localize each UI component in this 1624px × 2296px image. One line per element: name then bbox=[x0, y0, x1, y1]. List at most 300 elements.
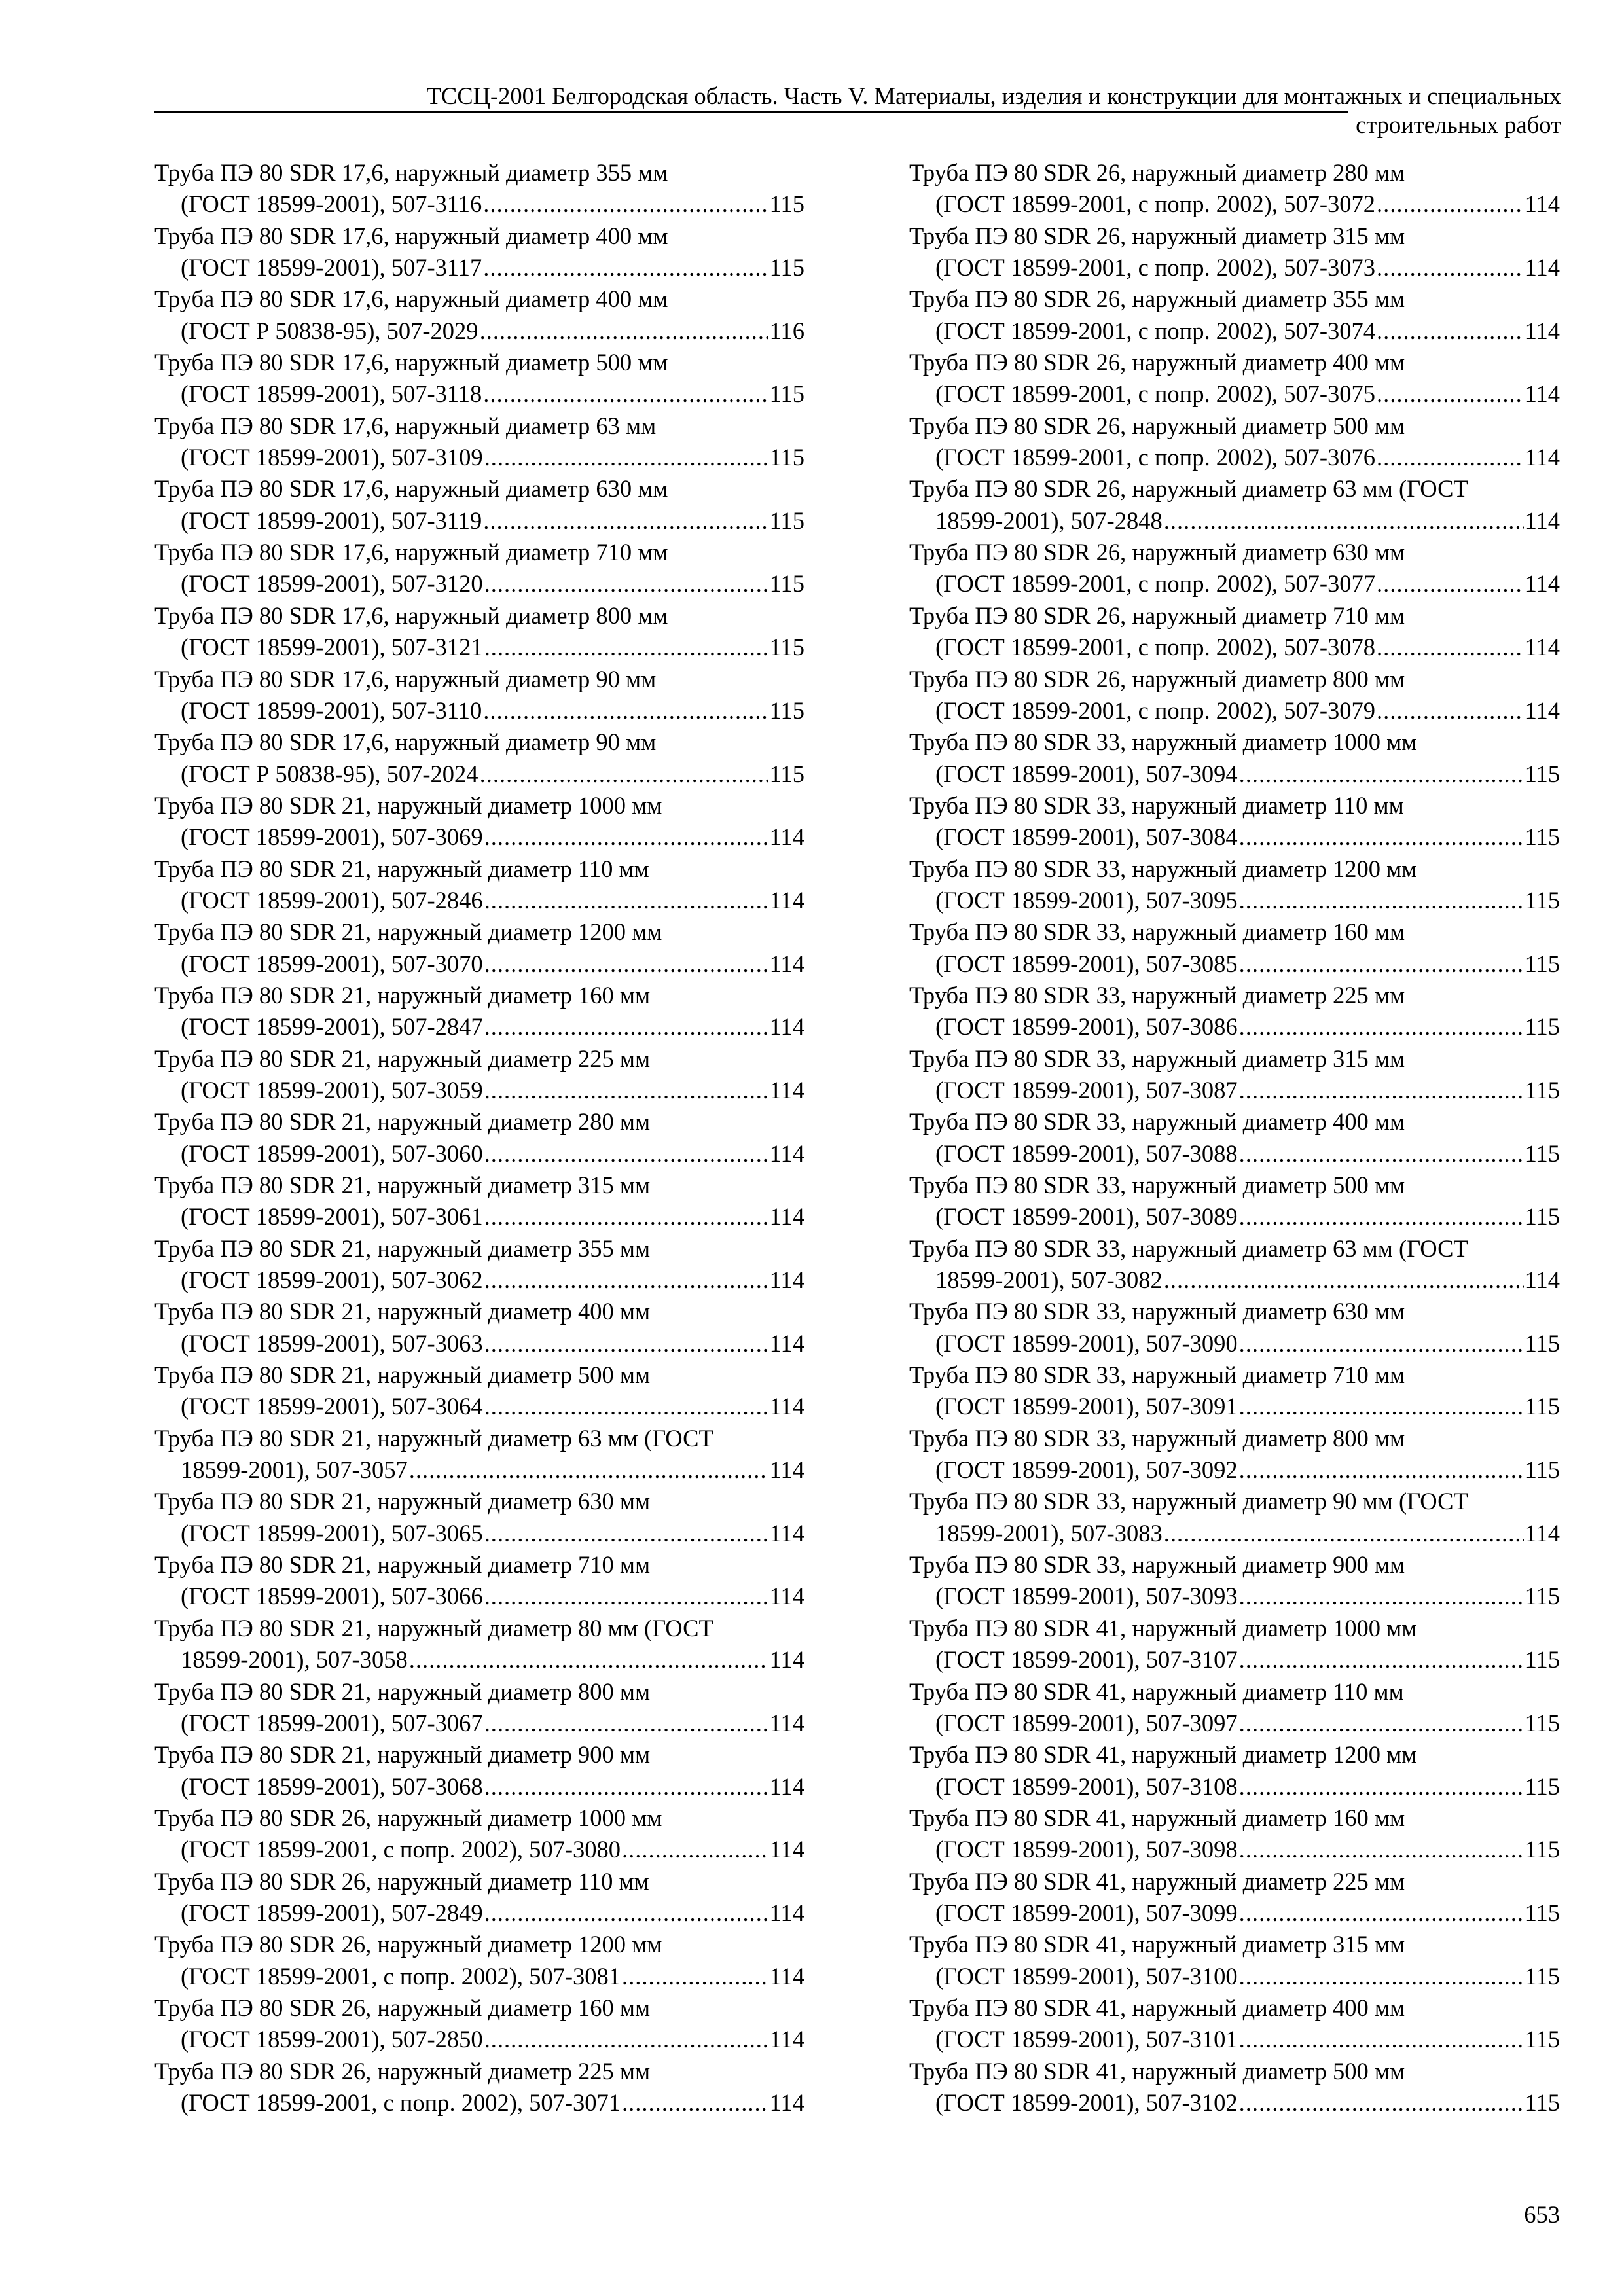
entry-title: Труба ПЭ 80 SDR 26, наружный диаметр 630 мм bbox=[909, 539, 1405, 566]
index-entry bbox=[909, 537, 1560, 600]
entry-reference-line bbox=[154, 821, 804, 853]
dot-leader bbox=[1239, 1644, 1524, 1676]
entry-title: Труба ПЭ 80 SDR 33, наружный диаметр 315 мм bbox=[909, 1045, 1405, 1072]
entry-page-number: 115 bbox=[1525, 1139, 1560, 1167]
entry-page-number: 115 bbox=[1525, 1076, 1560, 1103]
entry-reference: (ГОСТ 18599-2001), 507-3108 bbox=[935, 1772, 1238, 1800]
entry-reference: (ГОСТ 18599-2001), 507-3084 bbox=[935, 823, 1238, 851]
index-entry bbox=[909, 1676, 1560, 1740]
index-entry bbox=[909, 1170, 1560, 1233]
entry-page-number: 115 bbox=[1525, 886, 1560, 914]
entry-reference: (ГОСТ 18599-2001), 507-3070 bbox=[181, 950, 483, 977]
dot-leader bbox=[622, 1834, 768, 1865]
dot-leader bbox=[409, 1644, 768, 1676]
entry-page-number: 114 bbox=[1525, 190, 1560, 218]
index-entry bbox=[154, 1613, 804, 1676]
dot-leader bbox=[1239, 1328, 1524, 1359]
dot-leader bbox=[1239, 1834, 1524, 1865]
entry-reference-line bbox=[909, 315, 1560, 347]
entry-page-number: 115 bbox=[1525, 1329, 1560, 1357]
entry-reference: (ГОСТ 18599-2001, с попр. 2002), 507-3081 bbox=[181, 1962, 621, 1990]
dot-leader bbox=[1239, 1011, 1524, 1043]
entry-page-number: 114 bbox=[1525, 317, 1560, 344]
entry-title: Труба ПЭ 80 SDR 21, наружный диаметр 80 мм (ГОСТ bbox=[154, 1614, 713, 1641]
dot-leader bbox=[484, 948, 768, 980]
entry-page-number: 114 bbox=[769, 1266, 804, 1294]
index-entry bbox=[909, 1423, 1560, 1486]
entry-page-number: 115 bbox=[1525, 1013, 1560, 1041]
dot-leader bbox=[409, 1454, 768, 1486]
entry-reference: (ГОСТ 18599-2001), 507-3100 bbox=[935, 1962, 1238, 1990]
dot-leader bbox=[1239, 948, 1524, 980]
dot-leader bbox=[622, 1961, 768, 1992]
entry-title: Труба ПЭ 80 SDR 33, наружный диаметр 63 мм (ГОСТ bbox=[909, 1234, 1468, 1262]
entry-page-number: 114 bbox=[769, 1772, 804, 1800]
index-entry bbox=[909, 221, 1560, 284]
entry-title: Труба ПЭ 80 SDR 41, наружный диаметр 160 мм bbox=[909, 1804, 1405, 1831]
entry-reference: (ГОСТ 18599-2001, с попр. 2002), 507-3076 bbox=[935, 444, 1376, 471]
entry-reference-line bbox=[154, 1708, 804, 1739]
entry-title: Труба ПЭ 80 SDR 17,6, наружный диаметр 400 мм bbox=[154, 222, 668, 249]
entry-title: Труба ПЭ 80 SDR 17,6, наружный диаметр 630 мм bbox=[154, 475, 668, 503]
entry-reference-line bbox=[909, 1644, 1560, 1676]
dot-leader bbox=[1239, 2024, 1524, 2055]
index-entry bbox=[154, 157, 804, 221]
entry-title: Труба ПЭ 80 SDR 33, наружный диаметр 500 мм bbox=[909, 1172, 1405, 1198]
entry-reference: (ГОСТ Р 50838-95), 507-2029 bbox=[181, 317, 478, 344]
entry-reference: (ГОСТ 18599-2001), 507-3066 bbox=[181, 1583, 483, 1610]
dot-leader bbox=[1239, 2087, 1524, 2119]
entry-reference: (ГОСТ 18599-2001), 507-3059 bbox=[181, 1076, 483, 1103]
entry-reference: (ГОСТ 18599-2001, с попр. 2002), 507-3075 bbox=[935, 380, 1376, 408]
dot-leader bbox=[484, 1771, 768, 1803]
entry-page-number: 114 bbox=[769, 1962, 804, 1990]
index-entry bbox=[154, 1359, 804, 1423]
entry-reference-line bbox=[154, 1454, 804, 1486]
entry-reference-line bbox=[154, 1138, 804, 1170]
dot-leader bbox=[1377, 632, 1524, 663]
index-entry bbox=[154, 2056, 804, 2119]
entry-reference-line bbox=[909, 821, 1560, 853]
entry-title: Труба ПЭ 80 SDR 33, наружный диаметр 630 мм bbox=[909, 1298, 1405, 1325]
index-entry bbox=[154, 1739, 804, 1803]
entry-title: Труба ПЭ 80 SDR 26, наружный диаметр 1200 мм bbox=[154, 1931, 662, 1958]
dot-leader bbox=[484, 1581, 768, 1612]
entry-reference: (ГОСТ 18599-2001), 507-3098 bbox=[935, 1836, 1238, 1863]
entry-reference-line bbox=[909, 568, 1560, 600]
entry-reference-line bbox=[154, 1771, 804, 1803]
entry-title: Труба ПЭ 80 SDR 33, наружный диаметр 160 мм bbox=[909, 918, 1405, 946]
entry-title: Труба ПЭ 80 SDR 21, наружный диаметр 800 мм bbox=[154, 1677, 651, 1705]
dot-leader bbox=[1239, 1075, 1524, 1106]
dot-leader bbox=[480, 315, 768, 347]
entry-title: Труба ПЭ 80 SDR 33, наружный диаметр 900 мм bbox=[909, 1551, 1405, 1579]
entry-page-number: 115 bbox=[769, 760, 804, 787]
entry-reference: 18599-2001), 507-3083 bbox=[935, 1519, 1163, 1547]
entry-reference-line bbox=[909, 1201, 1560, 1232]
entry-title: Труба ПЭ 80 SDR 33, наружный диаметр 400 мм bbox=[909, 1108, 1405, 1136]
entry-title: Труба ПЭ 80 SDR 26, наружный диаметр 110 мм bbox=[154, 1867, 649, 1895]
entry-reference-line bbox=[154, 315, 804, 347]
entry-title: Труба ПЭ 80 SDR 26, наружный диаметр 225 мм bbox=[154, 2057, 651, 2085]
entry-page-number: 114 bbox=[769, 1203, 804, 1230]
entry-page-number: 114 bbox=[769, 1836, 804, 1863]
entry-page-number: 114 bbox=[769, 1393, 804, 1420]
dot-leader bbox=[484, 821, 768, 853]
index-entry bbox=[909, 347, 1560, 410]
entry-page-number: 114 bbox=[769, 1899, 804, 1926]
index-entry bbox=[154, 853, 804, 917]
entry-reference-line bbox=[154, 1961, 804, 1992]
index-entry bbox=[154, 221, 804, 284]
entry-page-number: 114 bbox=[769, 1076, 804, 1103]
index-entry bbox=[909, 157, 1560, 221]
dot-leader bbox=[1239, 1771, 1524, 1803]
entry-reference: (ГОСТ 18599-2001), 507-3116 bbox=[181, 190, 482, 218]
entry-reference-line bbox=[909, 632, 1560, 663]
entry-page-number: 114 bbox=[769, 1329, 804, 1357]
dot-leader bbox=[1164, 1518, 1524, 1549]
entry-reference-line bbox=[909, 1708, 1560, 1739]
entry-reference-line bbox=[909, 1897, 1560, 1929]
index-entry bbox=[909, 1866, 1560, 1929]
entry-reference: (ГОСТ 18599-2001, с попр. 2002), 507-3071 bbox=[181, 2089, 621, 2116]
entry-reference-line bbox=[909, 1011, 1560, 1043]
index-entry bbox=[154, 1992, 804, 2056]
entry-reference: (ГОСТ 18599-2001), 507-3069 bbox=[181, 823, 483, 851]
index-entry bbox=[154, 1106, 804, 1170]
entry-reference-line bbox=[154, 1897, 804, 1929]
entry-reference: (ГОСТ 18599-2001, с попр. 2002), 507-3080 bbox=[181, 1836, 621, 1863]
entry-title: Труба ПЭ 80 SDR 21, наружный диаметр 225 мм bbox=[154, 1045, 651, 1072]
entry-page-number: 115 bbox=[1525, 1709, 1560, 1736]
dot-leader bbox=[484, 1011, 768, 1043]
entry-page-number: 114 bbox=[1525, 634, 1560, 661]
entry-reference-line bbox=[909, 1961, 1560, 1992]
entry-title: Труба ПЭ 80 SDR 17,6, наружный диаметр 710 мм bbox=[154, 539, 668, 566]
index-entry bbox=[909, 790, 1560, 853]
entry-reference: (ГОСТ 18599-2001), 507-3067 bbox=[181, 1709, 483, 1736]
entry-title: Труба ПЭ 80 SDR 26, наружный диаметр 710 мм bbox=[909, 601, 1405, 629]
dot-leader bbox=[622, 2087, 768, 2119]
index-entry bbox=[909, 1929, 1560, 1992]
index-entry bbox=[909, 1613, 1560, 1676]
entry-page-number: 115 bbox=[1525, 1962, 1560, 1990]
entry-reference-line bbox=[154, 1075, 804, 1106]
entry-reference: (ГОСТ 18599-2001), 507-2849 bbox=[181, 1899, 483, 1926]
index-entry bbox=[154, 600, 804, 664]
entry-page-number: 114 bbox=[1525, 444, 1560, 471]
entry-reference-line bbox=[154, 948, 804, 980]
entry-reference-line bbox=[154, 568, 804, 600]
entry-reference-line bbox=[154, 505, 804, 537]
entry-reference: (ГОСТ Р 50838-95), 507-2024 bbox=[181, 760, 478, 787]
entry-title: Труба ПЭ 80 SDR 33, наружный диаметр 225 мм bbox=[909, 981, 1405, 1009]
entry-title: Труба ПЭ 80 SDR 17,6, наружный диаметр 355 мм bbox=[154, 159, 668, 186]
entry-title: Труба ПЭ 80 SDR 33, наружный диаметр 110 мм bbox=[909, 791, 1404, 819]
entry-title: Труба ПЭ 80 SDR 26, наружный диаметр 160 мм bbox=[154, 1994, 651, 2021]
entry-page-number: 115 bbox=[769, 190, 804, 218]
index-entry bbox=[154, 410, 804, 474]
index-entry bbox=[909, 726, 1560, 790]
entry-title: Труба ПЭ 80 SDR 21, наружный диаметр 315 мм bbox=[154, 1172, 651, 1198]
index-entry bbox=[909, 1486, 1560, 1549]
entry-reference-line bbox=[909, 885, 1560, 916]
entry-reference-line bbox=[154, 695, 804, 726]
dot-leader bbox=[484, 1138, 768, 1170]
entry-reference-line bbox=[154, 1391, 804, 1422]
index-entry bbox=[909, 283, 1560, 347]
entry-reference: (ГОСТ 18599-2001), 507-3092 bbox=[935, 1456, 1238, 1484]
dot-leader bbox=[1377, 315, 1524, 347]
entry-reference: (ГОСТ 18599-2001), 507-3102 bbox=[935, 2089, 1238, 2116]
entry-reference: (ГОСТ 18599-2001, с попр. 2002), 507-3072 bbox=[935, 190, 1376, 218]
dot-leader bbox=[1239, 1897, 1524, 1929]
entry-title: Труба ПЭ 80 SDR 26, наружный диаметр 63 мм (ГОСТ bbox=[909, 475, 1468, 503]
entry-reference: (ГОСТ 18599-2001), 507-3099 bbox=[935, 1899, 1238, 1926]
dot-leader bbox=[484, 1708, 768, 1739]
dot-leader bbox=[1377, 568, 1524, 600]
dot-leader bbox=[484, 1075, 768, 1106]
entry-page-number: 114 bbox=[769, 886, 804, 914]
index-column-right bbox=[909, 157, 1560, 2119]
entry-title: Труба ПЭ 80 SDR 41, наружный диаметр 1000 мм bbox=[909, 1614, 1417, 1641]
index-entry bbox=[909, 664, 1560, 727]
entry-reference: 18599-2001), 507-3057 bbox=[181, 1456, 408, 1484]
entry-reference-line bbox=[909, 252, 1560, 283]
dot-leader bbox=[484, 1897, 768, 1929]
entry-reference: (ГОСТ 18599-2001), 507-3091 bbox=[935, 1393, 1238, 1420]
entry-reference-line bbox=[154, 1518, 804, 1549]
index-entry bbox=[154, 1676, 804, 1740]
index-entry bbox=[154, 1296, 804, 1359]
entry-title: Труба ПЭ 80 SDR 26, наружный диаметр 1000 мм bbox=[154, 1804, 662, 1831]
index-entry bbox=[909, 410, 1560, 474]
dot-leader bbox=[1377, 442, 1524, 473]
entry-page-number: 114 bbox=[1525, 1519, 1560, 1547]
entry-reference: (ГОСТ 18599-2001), 507-3063 bbox=[181, 1329, 483, 1357]
index-entry bbox=[154, 664, 804, 727]
entry-reference-line bbox=[909, 1771, 1560, 1803]
entry-reference: (ГОСТ 18599-2001), 507-3065 bbox=[181, 1519, 483, 1547]
index-entry bbox=[154, 347, 804, 410]
entry-page-number: 114 bbox=[769, 1013, 804, 1041]
entry-reference: 18599-2001), 507-3058 bbox=[181, 1646, 408, 1674]
entry-title: Труба ПЭ 80 SDR 21, наружный диаметр 280 мм bbox=[154, 1108, 651, 1136]
entry-title: Труба ПЭ 80 SDR 41, наружный диаметр 315 мм bbox=[909, 1931, 1405, 1958]
entry-reference: (ГОСТ 18599-2001), 507-3107 bbox=[935, 1646, 1238, 1674]
entry-reference: 18599-2001), 507-2848 bbox=[935, 507, 1163, 534]
entry-page-number: 115 bbox=[1525, 1456, 1560, 1484]
entry-page-number: 114 bbox=[1525, 380, 1560, 408]
entry-page-number: 115 bbox=[1525, 2026, 1560, 2053]
entry-page-number: 115 bbox=[1525, 1646, 1560, 1674]
entry-reference-line bbox=[154, 1644, 804, 1676]
entry-reference: (ГОСТ 18599-2001), 507-3088 bbox=[935, 1139, 1238, 1167]
entry-reference: (ГОСТ 18599-2001), 507-3094 bbox=[935, 760, 1238, 787]
dot-leader bbox=[1377, 378, 1524, 410]
dot-leader bbox=[483, 505, 768, 537]
entry-page-number: 114 bbox=[769, 823, 804, 851]
entry-title: Труба ПЭ 80 SDR 33, наружный диаметр 1200 мм bbox=[909, 855, 1417, 882]
dot-leader bbox=[484, 1518, 768, 1549]
entry-reference-line bbox=[909, 2024, 1560, 2055]
dot-leader bbox=[1377, 188, 1524, 220]
dot-leader bbox=[1239, 1708, 1524, 1739]
entry-page-number: 114 bbox=[769, 2026, 804, 2053]
index-entry bbox=[909, 1043, 1560, 1107]
dot-leader bbox=[480, 759, 768, 790]
entry-page-number: 116 bbox=[769, 317, 804, 344]
entry-page-number: 115 bbox=[1525, 1203, 1560, 1230]
index-entry bbox=[154, 1170, 804, 1233]
index-entry bbox=[154, 1866, 804, 1929]
entry-reference-line bbox=[154, 2024, 804, 2055]
entry-reference-line bbox=[909, 2087, 1560, 2119]
entry-title: Труба ПЭ 80 SDR 17,6, наружный диаметр 400 мм bbox=[154, 285, 668, 313]
entry-reference: (ГОСТ 18599-2001), 507-3119 bbox=[181, 507, 482, 534]
index-entry bbox=[909, 916, 1560, 980]
entry-reference-line bbox=[154, 759, 804, 790]
index-entry bbox=[154, 1929, 804, 1992]
dot-leader bbox=[1239, 759, 1524, 790]
entry-page-number: 115 bbox=[1525, 2089, 1560, 2116]
entry-reference-line bbox=[154, 1011, 804, 1043]
entry-page-number: 114 bbox=[1525, 507, 1560, 534]
entry-title: Труба ПЭ 80 SDR 21, наружный диаметр 500 мм bbox=[154, 1361, 651, 1389]
entry-page-number: 115 bbox=[769, 696, 804, 724]
entry-page-number: 114 bbox=[1525, 570, 1560, 598]
entry-reference: (ГОСТ 18599-2001), 507-3121 bbox=[181, 634, 483, 661]
entry-title: Труба ПЭ 80 SDR 33, наружный диаметр 1000 мм bbox=[909, 728, 1417, 756]
entry-page-number: 114 bbox=[769, 1139, 804, 1167]
index-entry bbox=[154, 1549, 804, 1613]
entry-page-number: 114 bbox=[769, 1519, 804, 1547]
index-entry bbox=[909, 473, 1560, 537]
entry-page-number: 114 bbox=[769, 1456, 804, 1484]
index-entry bbox=[909, 1233, 1560, 1297]
dot-leader bbox=[1239, 821, 1524, 853]
entry-reference: (ГОСТ 18599-2001), 507-3086 bbox=[935, 1013, 1238, 1041]
index-entry bbox=[154, 1043, 804, 1107]
entry-reference: (ГОСТ 18599-2001), 507-3118 bbox=[181, 380, 482, 408]
dot-leader bbox=[1164, 505, 1524, 537]
entry-title: Труба ПЭ 80 SDR 21, наружный диаметр 1200 мм bbox=[154, 918, 662, 946]
index-entry bbox=[154, 473, 804, 537]
entry-title: Труба ПЭ 80 SDR 17,6, наружный диаметр 90 мм bbox=[154, 665, 657, 692]
entry-page-number: 114 bbox=[1525, 1266, 1560, 1294]
entry-reference: 18599-2001), 507-3082 bbox=[935, 1266, 1163, 1294]
entry-page-number: 114 bbox=[769, 2089, 804, 2116]
index-entry bbox=[909, 1803, 1560, 1866]
index-entry bbox=[909, 1106, 1560, 1170]
entry-reference-line bbox=[154, 1201, 804, 1232]
dot-leader bbox=[483, 252, 768, 283]
entry-title: Труба ПЭ 80 SDR 26, наружный диаметр 400 мм bbox=[909, 349, 1405, 376]
entry-title: Труба ПЭ 80 SDR 21, наружный диаметр 63 мм (ГОСТ bbox=[154, 1424, 713, 1452]
entry-reference-line bbox=[154, 442, 804, 473]
entry-reference: (ГОСТ 18599-2001), 507-3120 bbox=[181, 570, 483, 598]
entry-title: Труба ПЭ 80 SDR 33, наружный диаметр 800 мм bbox=[909, 1424, 1405, 1452]
entry-reference: (ГОСТ 18599-2001), 507-3117 bbox=[181, 254, 482, 281]
entry-title: Труба ПЭ 80 SDR 26, наружный диаметр 355 мм bbox=[909, 285, 1405, 313]
entry-title: Труба ПЭ 80 SDR 21, наружный диаметр 355 мм bbox=[154, 1234, 651, 1262]
entry-page-number: 115 bbox=[769, 254, 804, 281]
dot-leader bbox=[484, 442, 768, 473]
entry-reference-line bbox=[909, 1518, 1560, 1549]
dot-leader bbox=[484, 632, 768, 663]
dot-leader bbox=[484, 1391, 768, 1422]
index-entry bbox=[909, 1296, 1560, 1359]
entry-title: Труба ПЭ 80 SDR 41, наружный диаметр 500 мм bbox=[909, 2057, 1405, 2085]
entry-reference: (ГОСТ 18599-2001), 507-2850 bbox=[181, 2026, 483, 2053]
entry-reference-line bbox=[909, 695, 1560, 726]
entry-page-number: 115 bbox=[769, 570, 804, 598]
header-title: ТССЦ-2001 Белгородская область. Часть V. Материалы, изделия и конструкции для монтажных и специальных bbox=[426, 82, 1561, 109]
entry-reference-line bbox=[909, 442, 1560, 473]
entry-reference-line bbox=[909, 759, 1560, 790]
entry-reference: (ГОСТ 18599-2001), 507-3090 bbox=[935, 1329, 1238, 1357]
dot-leader bbox=[484, 1328, 768, 1359]
entry-reference-line bbox=[909, 1265, 1560, 1296]
entry-title: Труба ПЭ 80 SDR 21, наружный диаметр 400 мм bbox=[154, 1298, 651, 1325]
index-entry bbox=[154, 916, 804, 980]
entry-reference-line bbox=[909, 1834, 1560, 1865]
entry-page-number: 115 bbox=[1525, 1899, 1560, 1926]
entry-reference-line bbox=[909, 1328, 1560, 1359]
entry-title: Труба ПЭ 80 SDR 33, наружный диаметр 710 мм bbox=[909, 1361, 1405, 1389]
dot-leader bbox=[1239, 1391, 1524, 1422]
index-entry bbox=[909, 1549, 1560, 1613]
entry-page-number: 114 bbox=[1525, 254, 1560, 281]
dot-leader bbox=[1239, 1961, 1524, 1992]
page-number: 653 bbox=[1524, 2201, 1560, 2228]
entry-reference-line bbox=[909, 1138, 1560, 1170]
entry-reference-line bbox=[154, 252, 804, 283]
entry-title: Труба ПЭ 80 SDR 26, наружный диаметр 500 мм bbox=[909, 412, 1405, 439]
dot-leader bbox=[1239, 1138, 1524, 1170]
dot-leader bbox=[484, 885, 768, 916]
dot-leader bbox=[483, 695, 768, 726]
entry-reference: (ГОСТ 18599-2001), 507-2847 bbox=[181, 1013, 483, 1041]
dot-leader bbox=[1164, 1265, 1524, 1296]
dot-leader bbox=[1239, 1201, 1524, 1232]
entry-reference: (ГОСТ 18599-2001, с попр. 2002), 507-3073 bbox=[935, 254, 1376, 281]
index-entry bbox=[909, 1739, 1560, 1803]
entry-reference-line bbox=[909, 948, 1560, 980]
entry-title: Труба ПЭ 80 SDR 41, наружный диаметр 400 мм bbox=[909, 1994, 1405, 2021]
index-entry bbox=[154, 537, 804, 600]
index-entry bbox=[154, 1233, 804, 1297]
dot-leader bbox=[1239, 885, 1524, 916]
entry-reference: (ГОСТ 18599-2001), 507-3089 bbox=[935, 1203, 1238, 1230]
entry-title: Труба ПЭ 80 SDR 17,6, наружный диаметр 63 мм bbox=[154, 412, 657, 439]
entry-page-number: 115 bbox=[1525, 1393, 1560, 1420]
entry-reference: (ГОСТ 18599-2001), 507-3101 bbox=[935, 2026, 1238, 2053]
entry-reference-line bbox=[909, 505, 1560, 537]
entry-page-number: 115 bbox=[1525, 1583, 1560, 1610]
entry-reference: (ГОСТ 18599-2001), 507-3060 bbox=[181, 1139, 483, 1167]
entry-reference-line bbox=[909, 1391, 1560, 1422]
entry-page-number: 115 bbox=[1525, 823, 1560, 851]
entry-title: Труба ПЭ 80 SDR 17,6, наружный диаметр 800 мм bbox=[154, 601, 668, 629]
entry-title: Труба ПЭ 80 SDR 21, наружный диаметр 630 мм bbox=[154, 1488, 651, 1515]
entry-reference-line bbox=[909, 1454, 1560, 1486]
entry-title: Труба ПЭ 80 SDR 26, наружный диаметр 280 мм bbox=[909, 159, 1405, 186]
entry-title: Труба ПЭ 80 SDR 26, наружный диаметр 315 мм bbox=[909, 222, 1405, 249]
index-entry bbox=[154, 980, 804, 1043]
index-entry bbox=[154, 1423, 804, 1486]
